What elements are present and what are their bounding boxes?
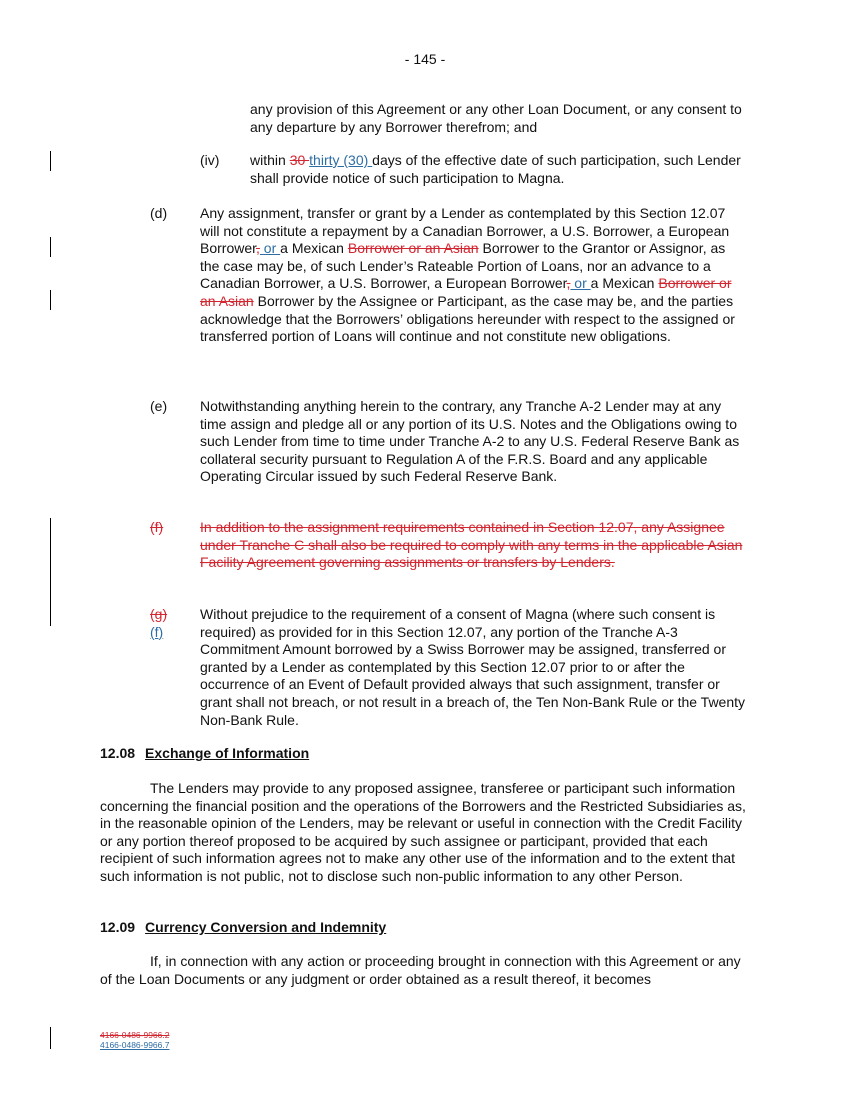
text-run: Borrower to the Grantor or Assignor, as the case may be, of such Lender’s Rateable Portion of Loans, nor an advance to a Canadian Borrower, a U.S. Borrower, a European Borrower [200, 240, 726, 292]
text-run: a Mexican [590, 275, 659, 292]
inserted-text: or [570, 275, 591, 292]
text-run: days of the effective date of such participation, such Lender shall provide notice of such participation to Magna. [250, 152, 741, 186]
clause-label: (d) [150, 205, 168, 221]
deleted-text: , [256, 240, 260, 257]
doc-id-inserted: 4166-0486-9966.7 [100, 1040, 170, 1050]
text-run: Borrower by the Assignee or Participant, as the case may be, and the parties acknowledge that the Borrowers’ obligations hereunder with respect to the assigned or transferred portion of Loans will continue and not constitute new obligations. [200, 292, 735, 345]
change-bar [50, 1027, 51, 1049]
deleted-text: Borrower or an Asian [347, 240, 479, 257]
inserted-text: (f) [150, 623, 164, 640]
deleted-text: Borrower or an Asian [200, 275, 732, 309]
section-body-1209: If, in connection with any action or proceeding brought in connection with this Agreement or any of the Loan Documents or any judgment or order obtained as a result thereof, it becomes [100, 953, 741, 987]
continuation-paragraph: any provision of this Agreement or any other Loan Document, or any consent to any departure by any Borrower therefrom; and [250, 101, 742, 135]
section-body-1208: The Lenders may provide to any proposed assignee, transferee or participant such information concerning the financial position and the operations of the Borrowers and the Restricted Subsidiaries as, in the reasonable opinion of the Lenders, may be relevant or useful in connection with the Credit Facility or any portion thereof proposed to be acquired by such assignee or participant, provided that each recipient of such information agrees not to make any other use of the information and to the extent that such information is not public, not to disclose such non-public information to any other Person. [100, 780, 746, 884]
text-run: a Mexican [280, 240, 348, 257]
document-id-footer [100, 1030, 169, 1050]
clause-text [200, 205, 748, 346]
doc-id-deleted: 4166-0486-9966.2 [100, 1030, 170, 1040]
clause-text: In addition to the assignment requirements contained in Section 12.07, any Assignee under Tranche C shall also be required to comply with any terms in the applicable Asian Facility Agreement governing assignments or transfers by Lenders. [200, 519, 743, 571]
change-bar [50, 290, 51, 310]
clause-label [150, 606, 167, 659]
clause-label: (iv) [200, 152, 220, 168]
section-heading-1209 [100, 919, 386, 937]
section-number: 12.09 [100, 919, 136, 935]
page-number: - 145 - [404, 51, 446, 67]
change-bar [50, 151, 51, 171]
change-bar [50, 606, 51, 626]
clause-text [250, 152, 750, 187]
section-heading-1208 [100, 745, 309, 763]
section-title: Exchange of Information [145, 745, 310, 761]
clause-label: (f) [150, 519, 164, 535]
change-bar [50, 518, 51, 606]
inserted-text: or [259, 240, 281, 257]
deleted-text: 30 [289, 152, 310, 168]
deleted-text: , [566, 275, 571, 292]
change-bar [50, 237, 51, 257]
text-run: within [250, 152, 290, 168]
deleted-text: (g) [150, 606, 168, 622]
section-title: Currency Conversion and Indemnity [145, 919, 387, 935]
inserted-text: thirty (30) [309, 152, 373, 168]
clause-text: Without prejudice to the requirement of a consent of Magna (where such consent is required) as provided for in this Section 12.07, any portion of the Tranche A-3 Commitment Amount borrowed by a Swiss Borrower may be assigned, transferred or granted by a Lender as contemplated by this Section 12.07 prior to or after the occurrence of an Event of Default provided always that such assignment, transfer or grant shall not breach, or not result in a breach of, the Ten Non-Bank Rule or the Twenty Non-Bank Rule. [200, 606, 746, 728]
clause-label: (e) [150, 398, 168, 414]
section-number: 12.08 [100, 745, 136, 761]
clause-text: Notwithstanding anything herein to the contrary, any Tranche A-2 Lender may at any time assign and pledge all or any portion of its U.S. Notes and the Obligations owing to such Lender from time to time under Tranche A-2 to any U.S. Federal Reserve Bank as collateral security pursuant to Regulation A of the F.R.S. Board and any applicable Operating Circular issued by such Federal Reserve Bank. [200, 398, 740, 485]
text-run: Any assignment, transfer or grant by a Lender as contemplated by this Section 12.07 will not constitute a repayment by a Canadian Borrower, a U.S. Borrower, a European Borrower [200, 205, 730, 257]
